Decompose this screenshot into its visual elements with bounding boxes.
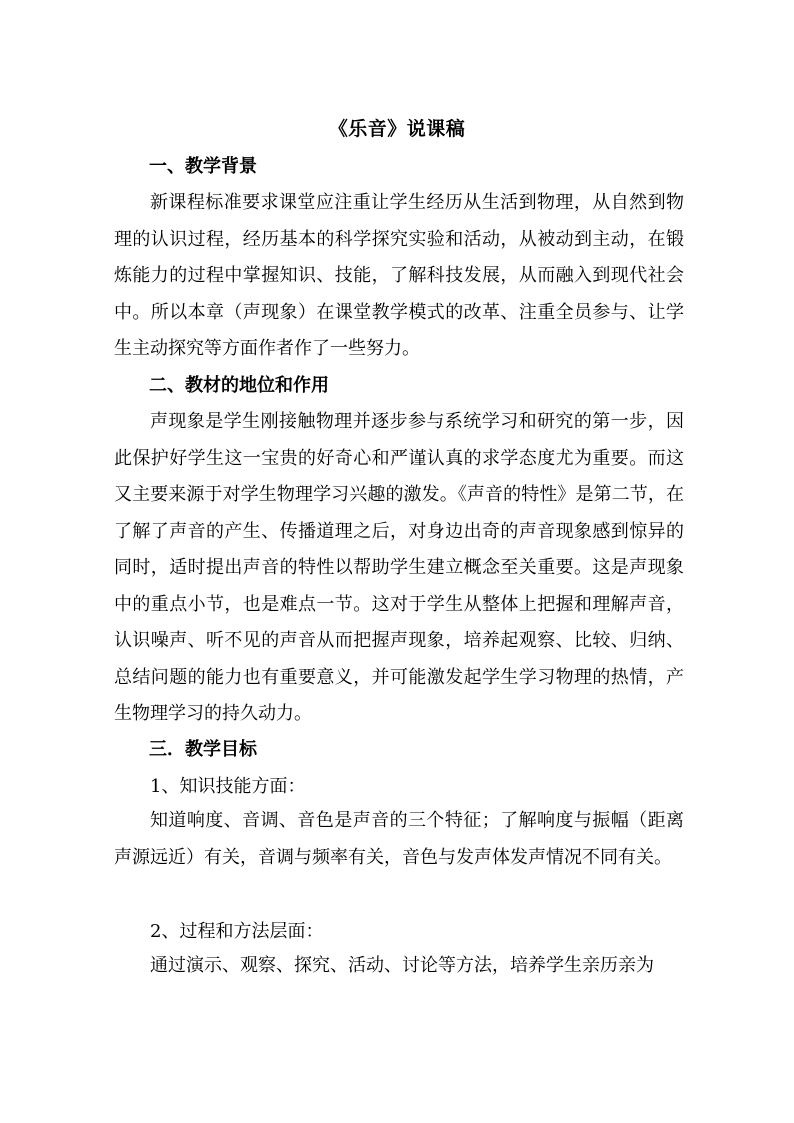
section-heading-background: 一、教学背景 [149, 156, 257, 177]
objective-process-heading: 2、过程和方法层面： [150, 921, 324, 942]
paragraph-textbook-role: 声现象是学生刚接触物理并逐步参与系统学习和研究的第一步，因此保护好学生这一宝贵的好奇心和严谨认真的求学态度尤为重要。而这又主要来源于对学生物理学习兴趣的激发。《声音的特性》是第二节，在了解了声音的产生、传播道理之后，对身边出奇的声音现象感到惊异的同时，适时提出声音的特性以帮助学生建立概念至关重要。这是声现象中的重点小节，也是难点一节。这对于学生从整体上把握和理解声音，认识噪声、听不见的声音从而把握声现象，培养起观察、比较、归纳、总结问题的能力也有重要意义，并可能激发起学生学习物理的热情，产生物理学习的持久动力。 [114, 411, 684, 724]
objective-process-paragraph: 通过演示、观察、探究、活动、讨论等方法，培养学生亲历亲为 [150, 955, 654, 976]
section-heading-objectives: 三．教学目标 [149, 739, 257, 760]
document-title: 《乐音》说课稿 [328, 118, 466, 140]
paragraph-background: 新课程标准要求课堂应注重让学生经历从生活到物理，从自然到物理的认识过程，经历基本的科学探究实验和活动，从被动到主动，在锻炼能力的过程中掌握知识、技能，了解科技发展，从而融入到现代社会中。所以本章（声现象）在课堂教学模式的改革、注重全员参与、让学生主动探究等方面作者作了一些努力。 [114, 192, 684, 359]
section-heading-textbook-role: 二、教材的地位和作用 [149, 375, 329, 396]
objective-knowledge-paragraph: 知道响度、音调、音色是声音的三个特征；了解响度与振幅（距离声源远近）有关，音调与频率有关，音色与发声体发声情况不同有关。 [114, 810, 684, 868]
objective-knowledge-heading: 1、知识技能方面： [150, 776, 306, 797]
